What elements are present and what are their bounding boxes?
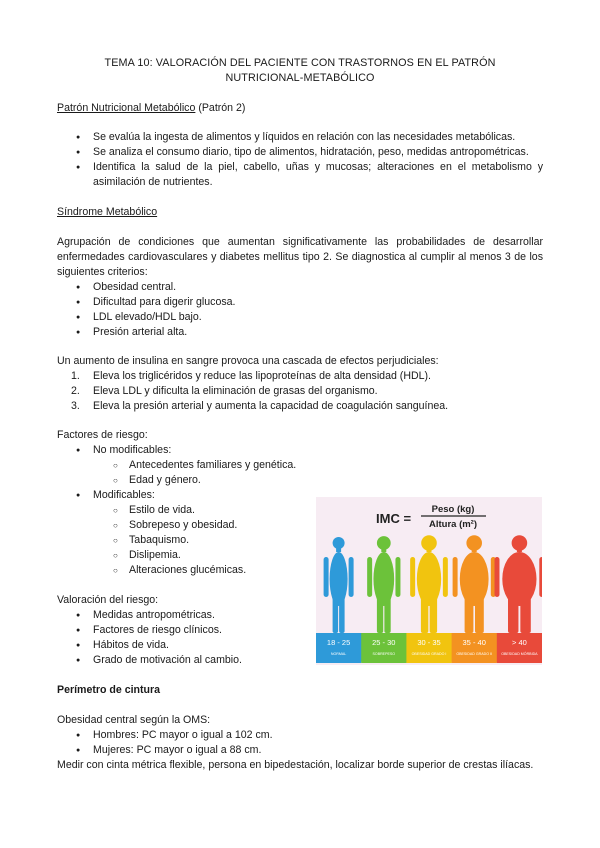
list-item: ● Factores de riesgo clínicos. — [57, 623, 543, 638]
imc-category-label: NORMAL — [330, 652, 347, 656]
imc-category-label: OBESIDAD GRADO I — [411, 652, 447, 656]
section-heading-sindrome: Síndrome Metabólico — [57, 206, 158, 218]
insulin-intro: Un aumento de insulina en sangre provoca una cascada de efectos perjudiciales: — [57, 355, 439, 367]
list-item: ○ Sobrepeso y obesidad. — [57, 518, 543, 533]
list-item: ○ Dislipemia. — [57, 548, 543, 563]
criteria-list — [57, 280, 543, 340]
list-item: 2. Eleva LDL y dificulta la eliminación de grasas del organismo. — [71, 385, 378, 397]
list-item: ○ Edad y género. — [57, 473, 543, 488]
list-item: ○ Estilo de vida. — [57, 503, 543, 518]
imc-band — [361, 633, 410, 663]
imc-range-label: 35 - 40 — [462, 638, 486, 647]
list-item: ● No modificables: — [57, 443, 543, 458]
imc-denominator: Altura (m²) — [428, 519, 478, 530]
document-title: TEMA 10: VALORACIÓN DEL PACIENTE CON TRASTORNOS EN EL PATRÓN NUTRICIONAL-METABÓLICO — [104, 57, 496, 84]
list-item: ● Identifica la salud de la piel, cabello, uñas y mucosas; alteraciones en el metabolismo y asimilación de nutrientes. — [57, 160, 543, 190]
body-figure — [410, 535, 448, 633]
list-item: ● Hombres: PC mayor o igual a 102 cm. — [57, 728, 543, 743]
body-figure — [367, 536, 400, 633]
effects-list — [57, 369, 543, 414]
imc-numerator: Peso (kg) — [431, 504, 475, 515]
list-item: ● LDL elevado/HDL bajo. — [57, 310, 543, 325]
list-item: 3. Eleva la presión arterial y aumenta la capacidad de coagulación sanguínea. — [71, 400, 449, 412]
imc-range-label: > 40 — [511, 638, 527, 647]
imc-figure — [316, 497, 542, 665]
list-item: ● Modificables: — [57, 488, 543, 503]
imc-category-label: SOBREPESO — [372, 652, 396, 656]
list-item: ● Se analiza el consumo diario, tipo de alimentos, hidratación, peso, medidas antropométricas. — [57, 145, 543, 160]
list-item: ○ Antecedentes familiares y genética. — [57, 458, 543, 473]
list-item: ● Grado de motivación al cambio. — [57, 653, 543, 668]
list-item: ● Dificultad para digerir glucosa. — [57, 295, 543, 310]
risk-heading: Factores de riesgo: — [57, 429, 148, 441]
waist-method: Medir con cinta métrica flexible, persona en bipedestación, localizar borde superior de crestas ilíacas. — [57, 759, 534, 771]
waist-heading: Perímetro de cintura — [57, 684, 161, 696]
list-item: ● Medidas antropométricas. — [57, 608, 543, 623]
list-item: ● Se evalúa la ingesta de alimentos y líquidos en relación con las necesidades metabólicas. — [57, 130, 543, 145]
document-page — [57, 56, 543, 773]
waist-list — [57, 728, 543, 758]
imc-category-label: OBESIDAD MÓRBIDA — [501, 652, 538, 656]
list-item: 1. Eleva los triglicéridos y reduce las lipoproteínas de alta densidad (HDL). — [71, 370, 431, 382]
list-item: ○ Tabaquismo. — [57, 533, 543, 548]
imc-band — [316, 633, 365, 663]
sindrome-intro: Agrupación de condiciones que aumentan significativamente las probabilidades de desarrollar enfermedades cardiovasculares y diabetes mellitus tipo 2. Se diagnostica al cumplir al menos 3 de los siguientes criterios: — [57, 236, 543, 278]
list-item: ○ Alteraciones glucémicas. — [57, 563, 543, 578]
waist-oms: Obesidad central según la OMS: — [57, 714, 211, 726]
imc-body-figures — [324, 535, 542, 633]
list-item: ● Hábitos de vida. — [57, 638, 543, 653]
list-item: ● Mujeres: PC mayor o igual a 88 cm. — [57, 743, 543, 758]
nonmod-list — [57, 458, 543, 488]
body-figure — [495, 535, 543, 633]
list-item: ● Presión arterial alta. — [57, 325, 543, 340]
imc-band — [497, 633, 542, 663]
imc-band — [406, 633, 455, 663]
imc-range-bands — [316, 633, 542, 663]
patron-bullets — [57, 130, 543, 190]
imc-illustration — [316, 497, 542, 665]
body-figure — [324, 537, 354, 633]
body-figure — [453, 535, 496, 633]
imc-range-label: 30 - 35 — [417, 638, 441, 647]
imc-label: IMC = — [376, 511, 412, 526]
assess-heading: Valoración del riesgo: — [57, 594, 159, 606]
risk-list — [57, 443, 543, 458]
list-item: ● Obesidad central. — [57, 280, 543, 295]
imc-range-label: 25 - 30 — [372, 638, 396, 647]
imc-category-label: OBESIDAD GRADO II — [456, 652, 493, 656]
imc-band — [452, 633, 501, 663]
imc-range-label: 18 - 25 — [326, 638, 351, 647]
section-heading-patron: Patrón Nutricional Metabólico (Patrón 2) — [57, 102, 246, 114]
